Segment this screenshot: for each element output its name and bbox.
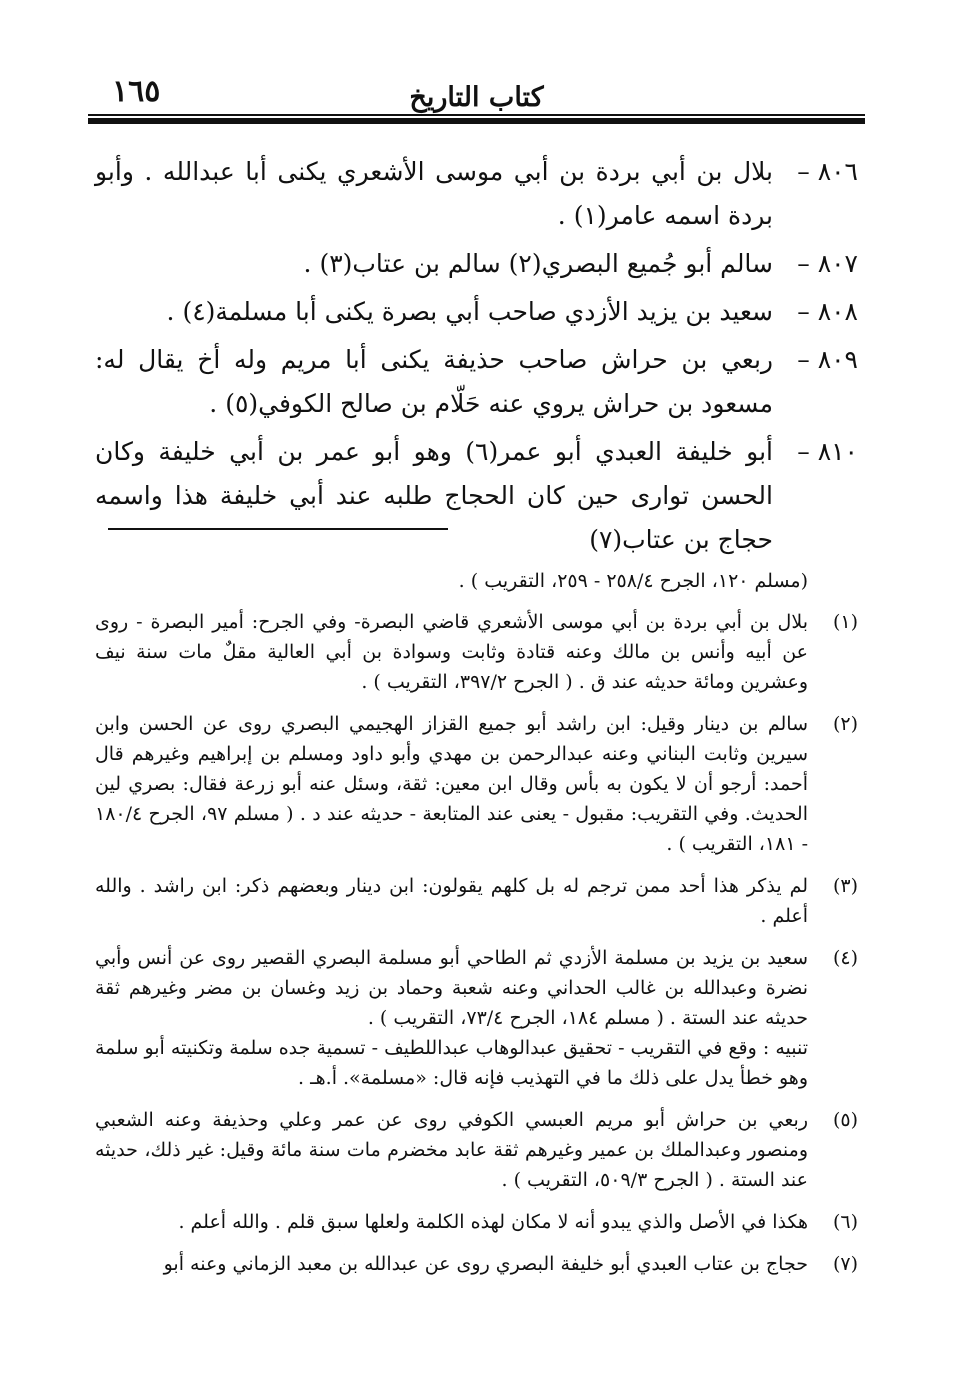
footnote-intro: (مسلم ١٢٠، الجرح ٢٥٨/٤ - ٢٥٩، التقريب ) . xyxy=(458,570,808,592)
footnote-4 xyxy=(95,943,858,1093)
footnote-warning: تنبيه : وقع في التقريب - تحقيق عبدالوهاب عبداللطيف - تسمية جده سلمة وتكنيته أبو سلمة وهو خطأ يدل على ذلك ما في التهذيب فإنه قال: «مسلمة». أ.هـ . xyxy=(95,1037,808,1089)
footnote-number: (٤) xyxy=(832,947,858,969)
header-rule-thick xyxy=(88,118,865,124)
entry-number: ٨١٠ – xyxy=(797,437,858,466)
footnote-number: (٢) xyxy=(832,713,858,735)
footnote-6 xyxy=(95,1207,858,1237)
footnote-7 xyxy=(95,1249,858,1279)
footnote-5 xyxy=(95,1105,858,1195)
footnote-text: بلال بن أبي بردة بن أبي موسى الأشعري قاضي البصرة- وفي الجرح: أمير البصرة - روى عن أبيه وأنس بن مالك وعنه قتادة وثابت وسوادة بن أبي العالية مقلٌ مات سنة نيف وعشرين ومائة حديثه عند ق . ( الجرح ٣٩٧/٢، التقريب ) . xyxy=(95,611,808,693)
footnote-number: (٣) xyxy=(832,875,858,897)
footnotes xyxy=(95,565,858,1291)
footnote-1 xyxy=(95,607,858,697)
entry-text: سالم أبو جُميع البصري(٢) سالم بن عتاب(٣) . xyxy=(303,249,773,278)
entry-number: ٨٠٩ – xyxy=(797,345,858,374)
book-title: كتاب التاريخ xyxy=(409,82,544,113)
page-header xyxy=(88,62,865,122)
main-text xyxy=(95,150,858,566)
entry-806 xyxy=(95,150,858,238)
footnote-separator xyxy=(108,528,448,530)
footnote-text: سعيد بن يزيد بن مسلمة الأزدي ثم الطاحي أبو مسلمة البصري القصير روى عن أنس وأبي نضرة وعبدالله بن غالب الحداني وعنه شعبة وحماد بن زيد وغسان بن مضر وغيرهم ثقة حديثه عند الستة . ( مسلم ١٨٤، الجرح ٧٣/٤، التقريب ) . xyxy=(95,947,808,1029)
entry-text: سعيد بن يزيد الأزدي صاحب أبي بصرة يكنى أبا مسلمة(٤) . xyxy=(166,297,773,326)
footnote-text: هكذا في الأصل والذي يبدو أنه لا مكان لهذه الكلمة ولعلها سبق قلم . والله أعلم . xyxy=(178,1211,808,1233)
entry-807 xyxy=(95,242,858,286)
entry-text: ربعي بن حراش صاحب حذيفة يكنى أبا مريم وله أخ يقال له: مسعود بن حراش يروي عنه حَلّام بن صالح الكوفي(٥) . xyxy=(95,345,773,418)
entry-808 xyxy=(95,290,858,334)
footnote-number: (٧) xyxy=(832,1253,858,1275)
page-number: ١٦٥ xyxy=(112,74,161,109)
footnote-text: لم يذكر هذا أحد ممن ترجم له بل كلهم يقولون: ابن دينار وبعضهم ذكر: ابن راشد . والله أعلم . xyxy=(95,875,808,927)
footnote-text: سالم بن دينار وقيل: ابن راشد أبو جميع القزاز الهجيمي البصري روى عن الحسن وابن سيرين وثابت البناني وعنه عبدالرحمن بن مهدي وأبو داود ومسلم بن إبراهيم وغيرهم قال أحمد: أرجو أن لا يكون به بأس وقال ابن معين: ثقة، وسئل عنه أبو زرعة فقال: بصري لين الحديث. وفي التقريب: مقبول - يعنى عند المتابعة - حديثه عند د . ( مسلم ٩٧، الجرح ١٨٠/٤ - ١٨١، التقريب ) . xyxy=(95,713,808,855)
entry-number: ٨٠٧ – xyxy=(797,249,858,278)
footnote-number: (٥) xyxy=(832,1109,858,1131)
footnote-text: ربعي بن حراش أبو مريم العبسي الكوفي روى عن عمر وعلي وحذيفة وعنه الشعبي ومنصور وعبدالملك بن عمير وغيرهم ثقة عابد مخضرم مات سنة مائة وقيل: غير ذلك، حديثه عند الستة . ( الجرح ٥٠٩/٣، التقريب ) . xyxy=(95,1109,808,1191)
entry-text: أبو خليفة العبدي أبو عمر(٦) وهو أبو عمر بن أبي خليفة وكان الحسن توارى حين كان الحجاج طلبه عند أبي خليفة هذا واسمه حجاج بن عتاب(٧) xyxy=(95,437,773,554)
footnote-number: (١) xyxy=(832,611,858,633)
entry-text: بلال بن أبي بردة بن أبي موسى الأشعري يكنى أبا عبدالله . وأبو بردة اسمه عامر(١) . xyxy=(95,157,773,230)
footnote-2 xyxy=(95,709,858,859)
entry-number: ٨٠٨ – xyxy=(797,297,858,326)
entry-809 xyxy=(95,338,858,426)
entry-810 xyxy=(95,430,858,562)
footnote-number: (٦) xyxy=(832,1211,858,1233)
entry-number: ٨٠٦ – xyxy=(797,157,858,186)
footnote-text: حجاج بن عتاب العبدي أبو خليفة البصري روى عن عبدالله بن معبد الزماني وعنه أبو xyxy=(163,1253,808,1275)
header-rule-thin xyxy=(88,114,865,116)
footnote-3 xyxy=(95,871,858,931)
